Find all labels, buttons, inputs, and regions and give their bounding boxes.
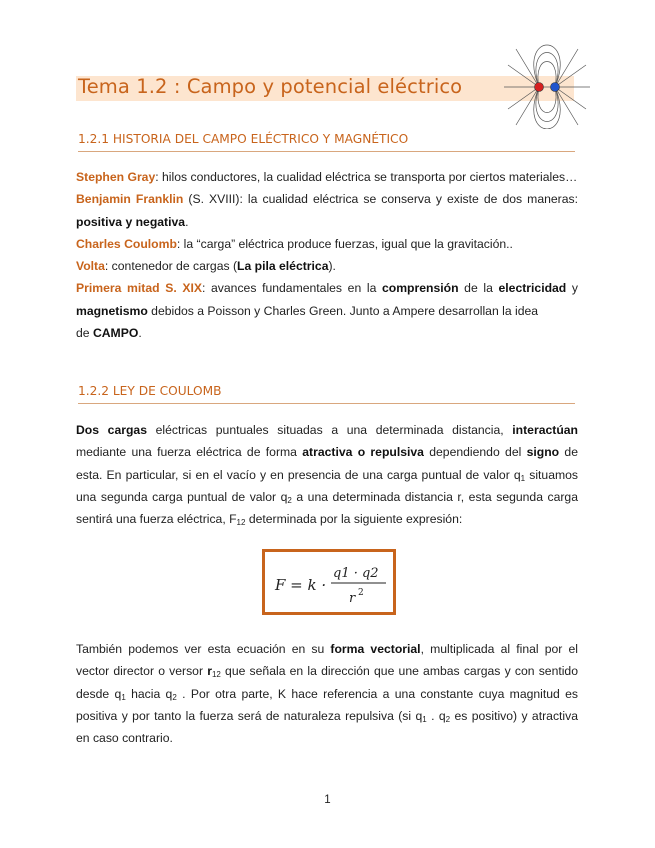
- list-item: Stephen Gray: hilos conductores, la cualidad eléctrica se transporta por ciertos materiales…: [76, 170, 578, 184]
- coulomb-paragraph: Dos cargas eléctricas puntuales situadas a una determinada distancia, interactúan mediante una fuerza eléctrica de forma atractiva o repulsiva dependiendo del signo de esta. En particular, si en el vacío y en presencia de una carga puntual de valor $q_1$ situamos una segunda carga puntual de valor $q_2$ a una determinada distancia r, esta segunda carga sentirá una fuerza eléctrica, $F_{12}$ determinada por la siguiente expresión:: [76, 423, 578, 528]
- coulomb-formula: [262, 549, 396, 615]
- page-number: 1: [324, 794, 331, 806]
- section-heading-history: 1.2.1 HISTORIA DEL CAMPO ELÉCTRICO Y MAGNÉTICO: [78, 132, 409, 146]
- vector-form-paragraph: También podemos ver esta ecuación en su forma vectorial, multiplicada al final por el vector director o versor $r_{12}$ que señala en la dirección que une ambas cargas y con sentido desde $q_1$ hacia $q_2$ . Por otra parte, K hace referencia a una constante cuya magnitud es positiva y por tanto la fuerza será de naturaleza repulsiva (si $q_1$ . $q_2$ es positivo) y atractiva en caso contrario.: [76, 642, 579, 746]
- heading-rule: [78, 403, 575, 404]
- section-heading-coulomb: 1.2.2 LEY DE COULOMB: [78, 384, 222, 398]
- page-title: Tema 1.2 : Campo y potencial eléctrico: [78, 75, 463, 98]
- list-item: Primera mitad S. XIX: avances fundamentales en la comprensión de la electricidad y magnetismo debidos a Poisson y Charles Green. Junto a Ampere desarrollan la idea de CAMPO.: [76, 281, 579, 341]
- formula-denominator: r: [349, 591, 356, 606]
- heading-rule: [78, 151, 575, 152]
- list-item: Charles Coulomb: la “carga” eléctrica produce fuerzas, igual que la gravitación..: [76, 236, 513, 251]
- formula-lhs: F = k ·: [275, 576, 327, 594]
- formula-numerator: q1 · q2: [333, 566, 379, 581]
- list-item: Benjamin Franklin (S. XVIII): la cualidad eléctrica se conserva y existe de dos maneras: positiva y negativa.: [76, 192, 578, 229]
- list-item: Volta: contenedor de cargas (La pila eléctrica).: [76, 259, 336, 274]
- formula-exponent: 2: [358, 588, 364, 598]
- history-list: [76, 166, 578, 344]
- formula-graphic: [265, 552, 393, 612]
- electric-field-lines-illustration: [502, 43, 592, 129]
